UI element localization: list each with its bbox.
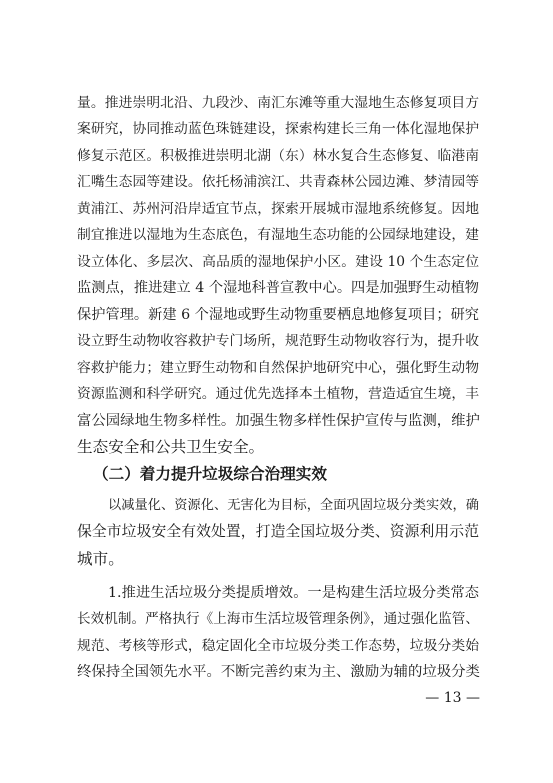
body-text-line: 以减量化、资源化、无害化为目标，全面巩固垃圾分类实效，确: [108, 498, 479, 513]
body-text-line: 保全市垃圾安全有效处置，打造全国垃圾分类、资源利用示范: [77, 523, 479, 540]
body-text-line: 长效机制。严格执行《上海市生活垃圾管理条例》，通过强化监管、: [77, 611, 479, 627]
body-text-line: 修复示范区。积极推进崇明北湖（东）林水复合生态修复、临港南: [77, 148, 479, 164]
body-text-line: 容救护能力；建立野生动物和自然保护地研究中心，强化野生动物: [77, 360, 479, 376]
body-text-line: 终保持全国领先水平。不断完善约束为主、激励为辅的垃圾分类: [77, 664, 480, 680]
body-text-line: 富公园绿地生物多样性。加强生物多样性保护宣传与监测，维护: [77, 413, 480, 429]
body-text-line: 保护管理。新建 6 个湿地或野生动物重要栖息地修复项目；研究: [77, 307, 479, 323]
body-text-line: 案研究，协同推动蓝色珠链建设，探索构建长三角一体化湿地保护: [77, 121, 479, 137]
body-text-line: 监测点，推进建立 4 个湿地科普宣教中心。四是加强野生动植物: [77, 280, 479, 296]
body-text-line: 城市。: [77, 550, 124, 568]
body-text-line: 量。推进崇明北沿、九段沙、南汇东滩等重大湿地生态修复项目方: [77, 95, 479, 111]
body-text-line: 黄浦江、苏州河沿岸适宜节点，探索开展城市湿地系统修复。因地: [77, 201, 479, 217]
body-text-line: 汇嘴生态园等建设。依托杨浦滨江、共青森林公园边滩、梦清园等: [77, 174, 479, 190]
body-text-line: 资源监测和科学研究。通过优先选择本土植物，营造适宜生境，丰: [77, 386, 479, 402]
body-text-line: 1.推进生活垃圾分类提质增效。一是构建生活垃圾分类常态: [108, 585, 479, 601]
body-text-line: 制宜推进以湿地为生态底色，有湿地生态功能的公园绿地建设，建: [77, 227, 479, 243]
body-text-line: 生态安全和公共卫生安全。: [77, 438, 265, 456]
body-text-line: 规范、考核等形式，稳定固化全市垃圾分类工作态势，垃圾分类始: [77, 638, 479, 654]
section-heading: （二）着力提升垃圾综合治理实效: [93, 465, 327, 483]
body-text-line: 设立体化、多层次、高品质的湿地保护小区。建设 10 个生态定位: [77, 254, 479, 270]
body-text-line: 设立野生动物收容救护专门场所，规范野生动物收容行为，提升收: [77, 333, 479, 349]
page-number: — 13 —: [425, 690, 480, 706]
